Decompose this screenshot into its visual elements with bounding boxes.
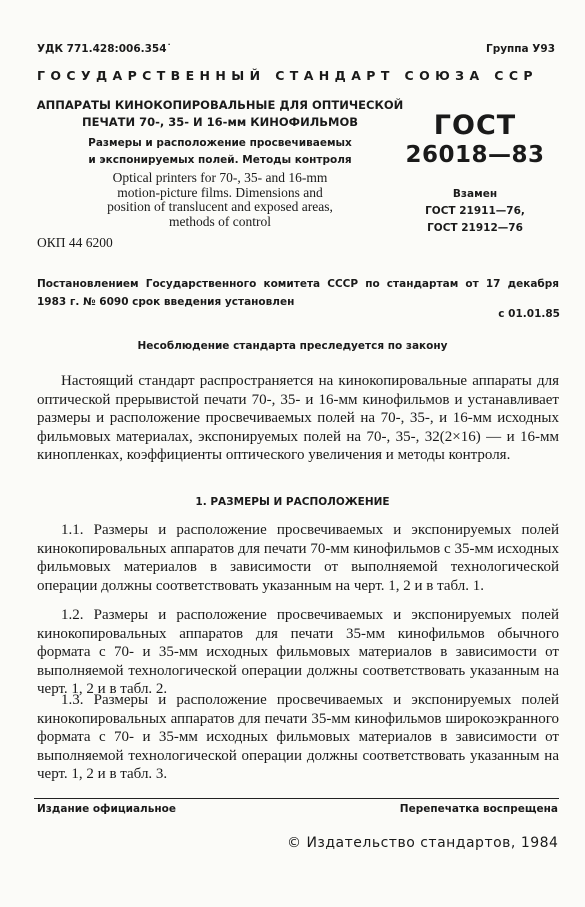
okp-code: ОКП 44 6200 <box>37 235 113 250</box>
subtitle-line-1: Размеры и расположение просвечиваемых <box>88 137 352 149</box>
gost-label: ГОСТ <box>433 110 517 141</box>
replaces-block <box>400 186 550 237</box>
title-russian <box>30 97 410 131</box>
paragraph-1-2: 1.2. Размеры и расположение просвечиваемых и экспонируемых полей кинокопировальных аппаратов для печати 35-мм кинофильмов обычного формата с 70- и 35-мм исходных фильмовых материалов в зависимости от выполняемой технологической операции должны соответствовать указанным на черт. 1, 2 и в табл. 2. <box>37 607 559 697</box>
replaces-standard-1: ГОСТ 21911—76, <box>425 205 525 217</box>
footer-divider <box>34 798 559 799</box>
title-english <box>30 171 410 229</box>
effective-date: с 01.01.85 <box>498 308 560 320</box>
reprint-prohibited-label: Перепечатка воспрещена <box>399 803 558 815</box>
section-heading: 1. РАЗМЕРЫ И РАСПОЛОЖЕНИЕ <box>195 496 390 508</box>
title-en-line-1: Optical printers for 70-, 35- and 16-mm <box>112 170 328 185</box>
title-ru-line-2: ПЕЧАТИ 70-, 35- И 16-мм КИНОФИЛЬМОВ <box>81 115 359 129</box>
decree-text: Постановлением Государственного комитета СССР по стандартам от 17 декабря 1983 г. № 6090 срок введения установлен <box>37 278 559 308</box>
udk-code: УДК 771.428:006.354˙ <box>37 43 172 55</box>
subtitle-russian <box>30 135 410 169</box>
gost-number: 26018—83 <box>405 142 545 168</box>
title-ru-line-1: АППАРАТЫ КИНОКОПИРОВАЛЬНЫЕ ДЛЯ ОПТИЧЕСКОЙ <box>36 98 404 112</box>
replaces-standard-2: ГОСТ 21912—76 <box>427 222 523 234</box>
title-en-line-3: position of translucent and exposed areas, <box>107 199 333 214</box>
title-en-line-2: motion-picture films. Dimensions and <box>117 184 323 200</box>
copyright-line: © Издательство стандартов, 1984 <box>287 835 559 851</box>
subtitle-line-2: и экспонируемых полей. Методы контроля <box>88 154 352 166</box>
intro-paragraph: Настоящий стандарт распространяется на кинокопировальные аппараты для оптической прерывистой печати 70-, 35- и 16-мм кинофильмов и устанавливает размеры и расположение просвечиваемых полей на 70-, 35-, и 16-мм исходных фильмовых материалах, экспонируемых полей на 70-, 35-, 32(2×16) — и 16-мм кинопленках, коэффициенты оптического увеличения и методы контроля. <box>37 373 559 463</box>
official-edition-label: Издание официальное <box>37 803 176 815</box>
group-code: Группа У93 <box>486 43 556 55</box>
paragraph-1-1: 1.1. Размеры и расположение просвечиваемых и экспонируемых полей кинокопировальных аппаратов для печати 70-мм кинофильмов с 35-мм исходных фильмовых материалов в зависимости от выполняемой технологической операции должны соответствовать указанным на черт. 1, 2 и в табл. 1. <box>37 522 559 594</box>
title-en-line-4: methods of control <box>169 213 271 229</box>
paragraph-1-3: 1.3. Размеры и расположение просвечиваемых и экспонируемых полей кинокопировальных аппаратов для печати 35-мм кинофильмов широкоэкранного формата с 70- и 35-мм исходных фильмовых материалов в зависимости от выполняемой технологической операции должны соответствовать указанным на черт. 1, 2 и в табл. 3. <box>37 692 559 782</box>
law-notice: Несоблюдение стандарта преследуется по закону <box>137 340 448 352</box>
organization-banner: ГОСУДАРСТВЕННЫЙ СТАНДАРТ СОЮЗА ССР <box>37 68 538 83</box>
replaces-label: Взамен <box>452 188 498 200</box>
